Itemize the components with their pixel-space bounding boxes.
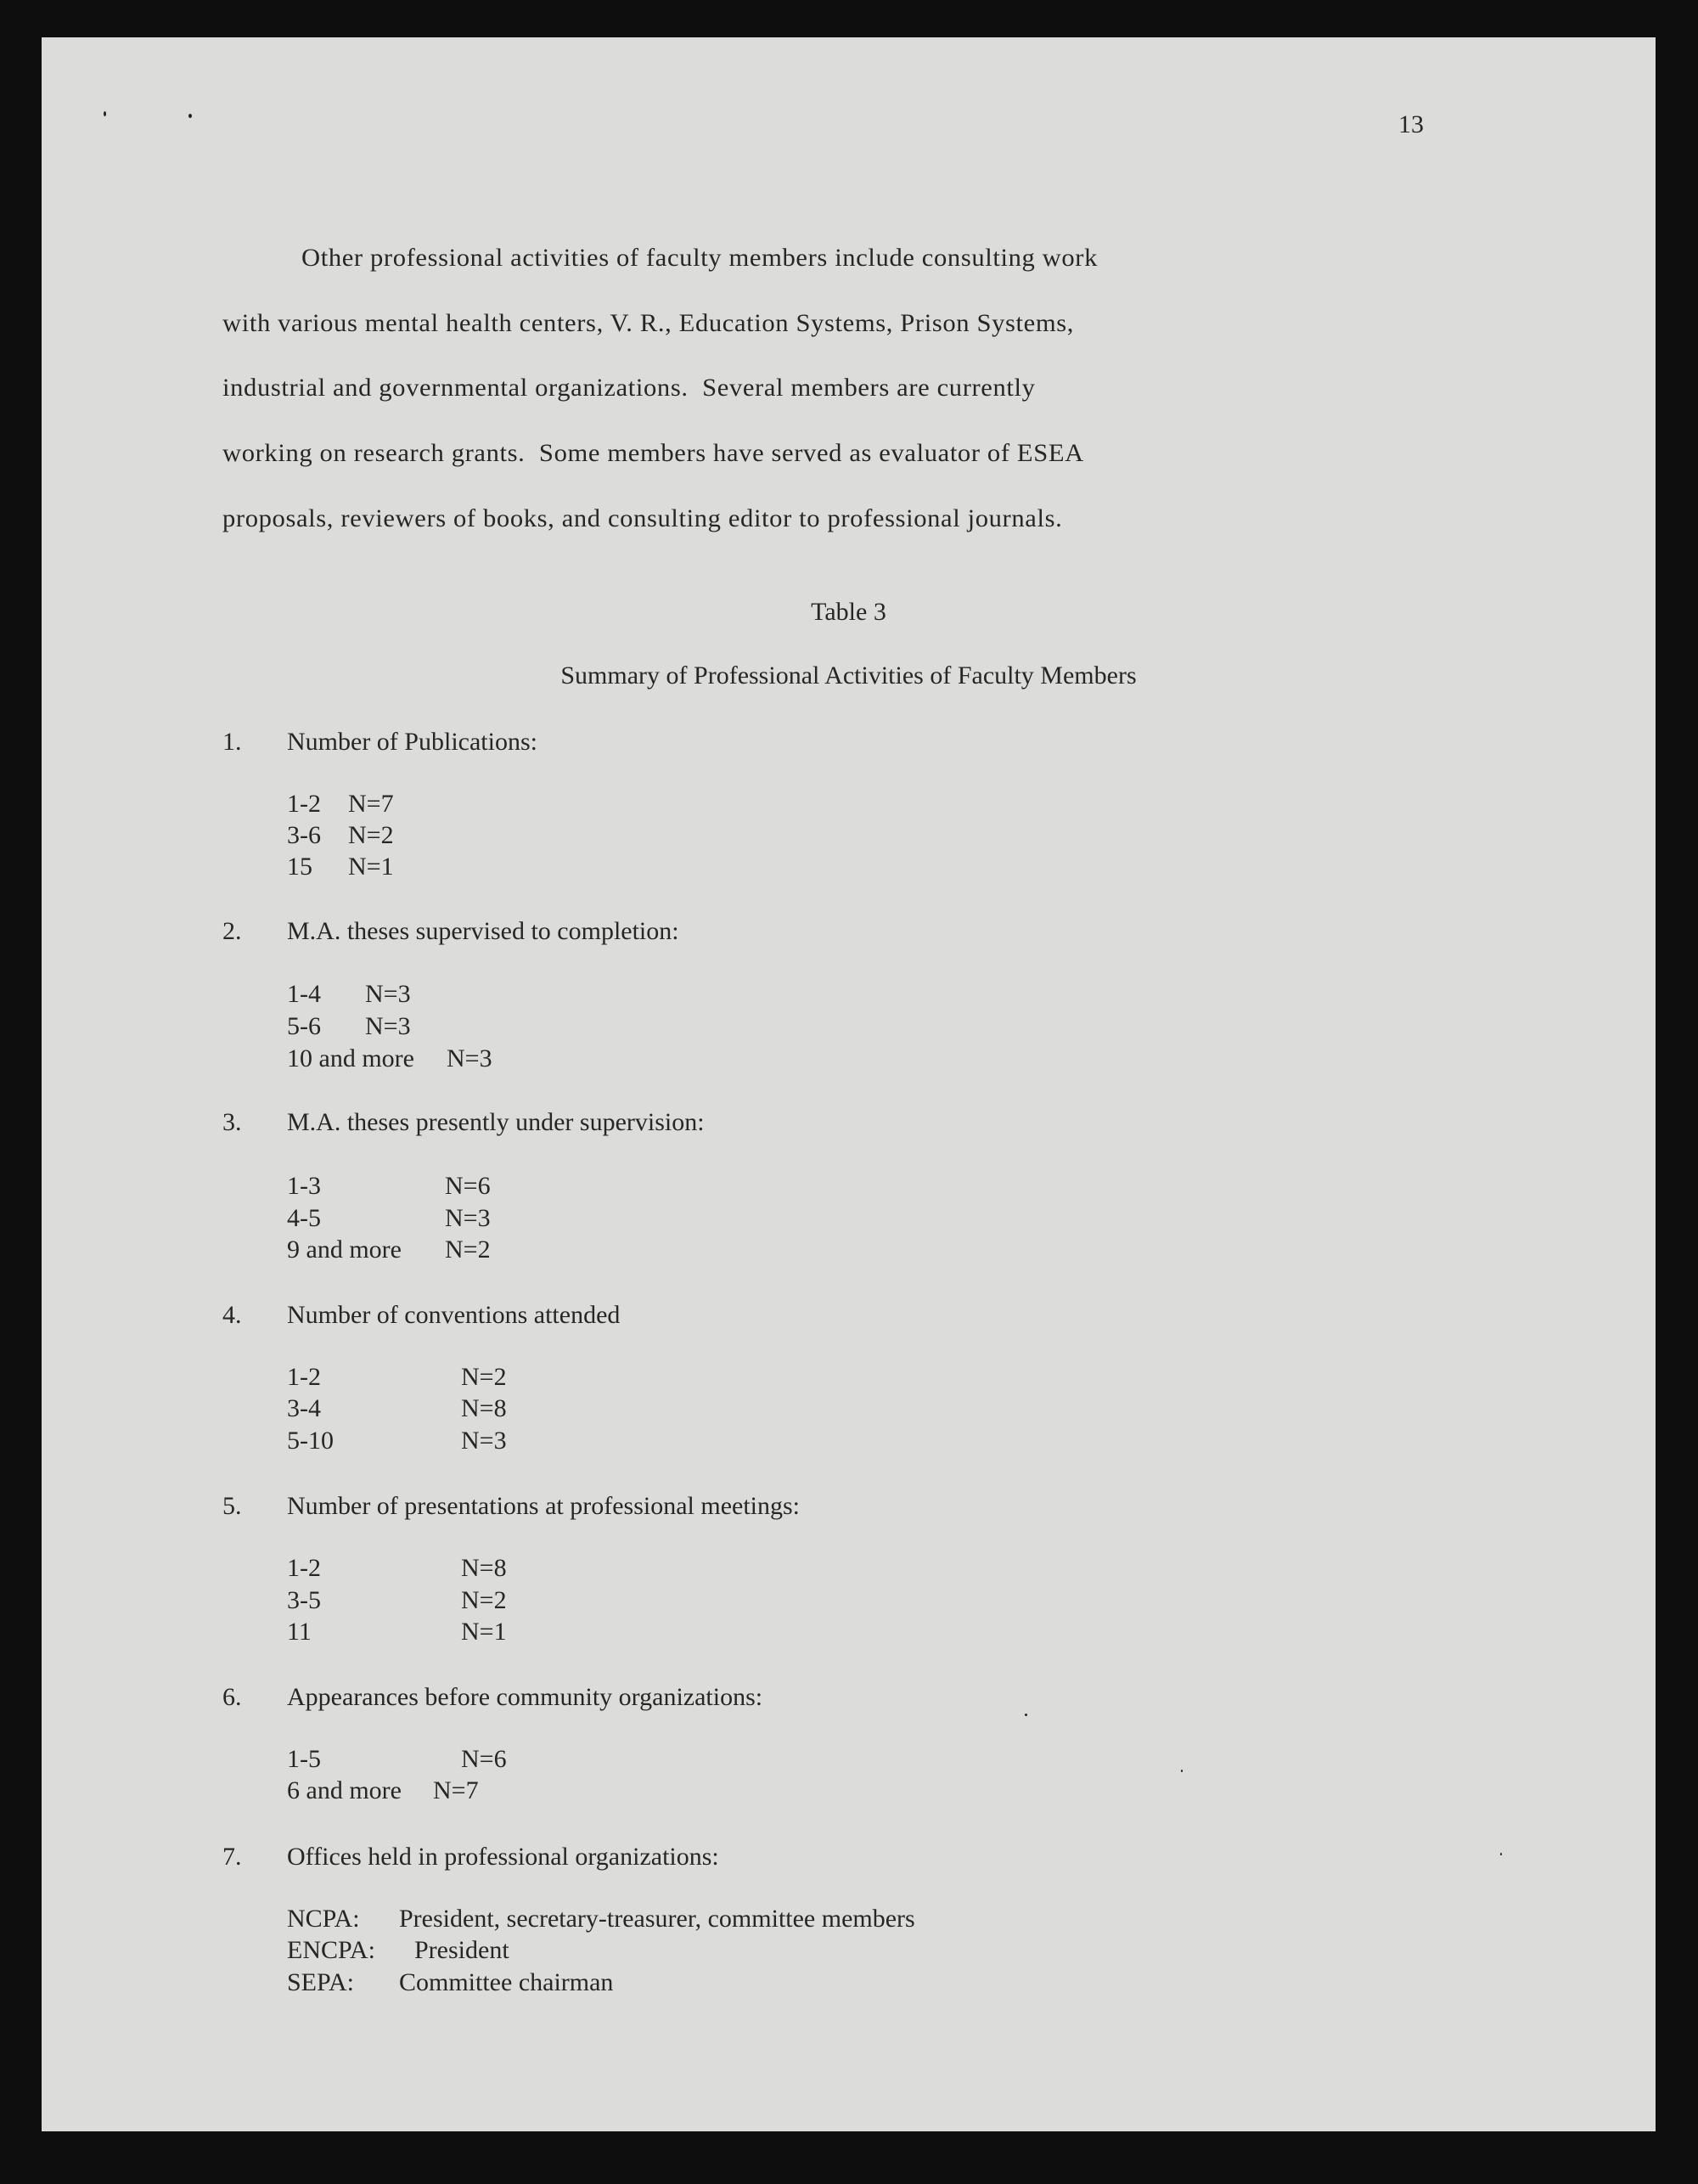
count-value: N=7 (433, 1776, 479, 1804)
count-value: N=2 (445, 1236, 491, 1264)
item-number: 7. (222, 1843, 242, 1871)
table-row (287, 1044, 492, 1160)
count-value: N=7 (348, 790, 394, 818)
count-value: N=3 (445, 1204, 491, 1232)
item-heading: M.A. theses presently under supervision: (287, 1108, 705, 1136)
table-row (287, 1427, 507, 1542)
count-value: N=1 (348, 853, 394, 881)
item-heading: Number of presentations at professional meetings: (287, 1492, 801, 1520)
range-label: 3-6 (287, 821, 321, 849)
count-value: N=2 (348, 821, 394, 849)
roles-value: President (414, 1936, 509, 1964)
roles-value: President, secretary-treasurer, committee members (399, 1905, 915, 1933)
table-row (287, 1618, 507, 1733)
range-label: 1-4 (287, 980, 321, 1008)
range-label: 5-6 (287, 1012, 321, 1040)
count-value: N=3 (365, 980, 411, 1008)
count-value: N=8 (461, 1394, 507, 1422)
table-label: Table 3 (811, 598, 886, 626)
range-label: 1-2 (287, 1363, 321, 1391)
table-row (287, 853, 394, 968)
item-heading: Offices held in professional organizations: (287, 1843, 719, 1871)
table-title: Summary of Professional Activities of Faculty Members (560, 661, 1137, 690)
speck-mark (1500, 1853, 1502, 1855)
count-value: N=1 (461, 1618, 507, 1646)
paragraph-line: with various mental health centers, V. R., Education Systems, Prison Systems, (222, 309, 1075, 337)
item-number: 3. (222, 1108, 242, 1136)
range-label: 9 and more (287, 1236, 402, 1264)
range-label: 3-4 (287, 1394, 321, 1422)
speck-mark (1025, 1714, 1027, 1716)
range-label: 1-2 (287, 1554, 321, 1582)
org-label: NCPA: (287, 1905, 360, 1933)
range-label: 1-5 (287, 1745, 321, 1773)
range-label: 15 (287, 853, 312, 881)
range-label: 6 and more (287, 1776, 402, 1804)
org-label: SEPA: (287, 1968, 354, 1996)
item-number: 1. (222, 728, 242, 756)
item-heading: M.A. theses supervised to completion: (287, 917, 679, 945)
item-number: 5. (222, 1492, 242, 1520)
speck-mark (104, 111, 106, 116)
paragraph-line: Other professional activities of faculty members include consulting work (301, 244, 1099, 272)
item-heading: Number of conventions attended (287, 1301, 621, 1329)
item-number: 6. (222, 1683, 242, 1711)
count-value: N=6 (445, 1172, 491, 1200)
range-label: 10 and more (287, 1044, 414, 1072)
item-number: 4. (222, 1301, 242, 1329)
count-value: N=2 (461, 1586, 507, 1614)
item-heading: Appearances before community organizations: (287, 1683, 763, 1711)
roles-value: Committee chairman (399, 1968, 614, 1996)
speck-mark (188, 114, 192, 118)
table-row (287, 1776, 479, 1892)
office-row (287, 1968, 614, 2084)
paragraph-line: working on research grants. Some members have served as evaluator of ESEA (222, 439, 1084, 467)
paragraph-line: proposals, reviewers of books, and consulting editor to professional journals. (222, 504, 1063, 532)
item-number: 2. (222, 917, 242, 945)
count-value: N=3 (365, 1012, 411, 1040)
paragraph-line: industrial and governmental organizations. Several members are currently (222, 374, 1036, 402)
range-label: 4-5 (287, 1204, 321, 1232)
page-number: 13 (1398, 110, 1424, 138)
org-label: ENCPA: (287, 1936, 375, 1964)
count-value: N=3 (461, 1427, 507, 1455)
range-label: 3-5 (287, 1586, 321, 1614)
count-value: N=8 (461, 1554, 507, 1582)
count-value: N=2 (461, 1363, 507, 1391)
range-label: 5-10 (287, 1427, 334, 1455)
range-label: 11 (287, 1618, 312, 1646)
document-page (42, 37, 1656, 2131)
range-label: 1-3 (287, 1172, 321, 1200)
item-heading: Number of Publications: (287, 728, 537, 756)
count-value: N=3 (447, 1044, 492, 1072)
count-value: N=6 (461, 1745, 507, 1773)
range-label: 1-2 (287, 790, 321, 818)
speck-mark (1181, 1770, 1183, 1772)
